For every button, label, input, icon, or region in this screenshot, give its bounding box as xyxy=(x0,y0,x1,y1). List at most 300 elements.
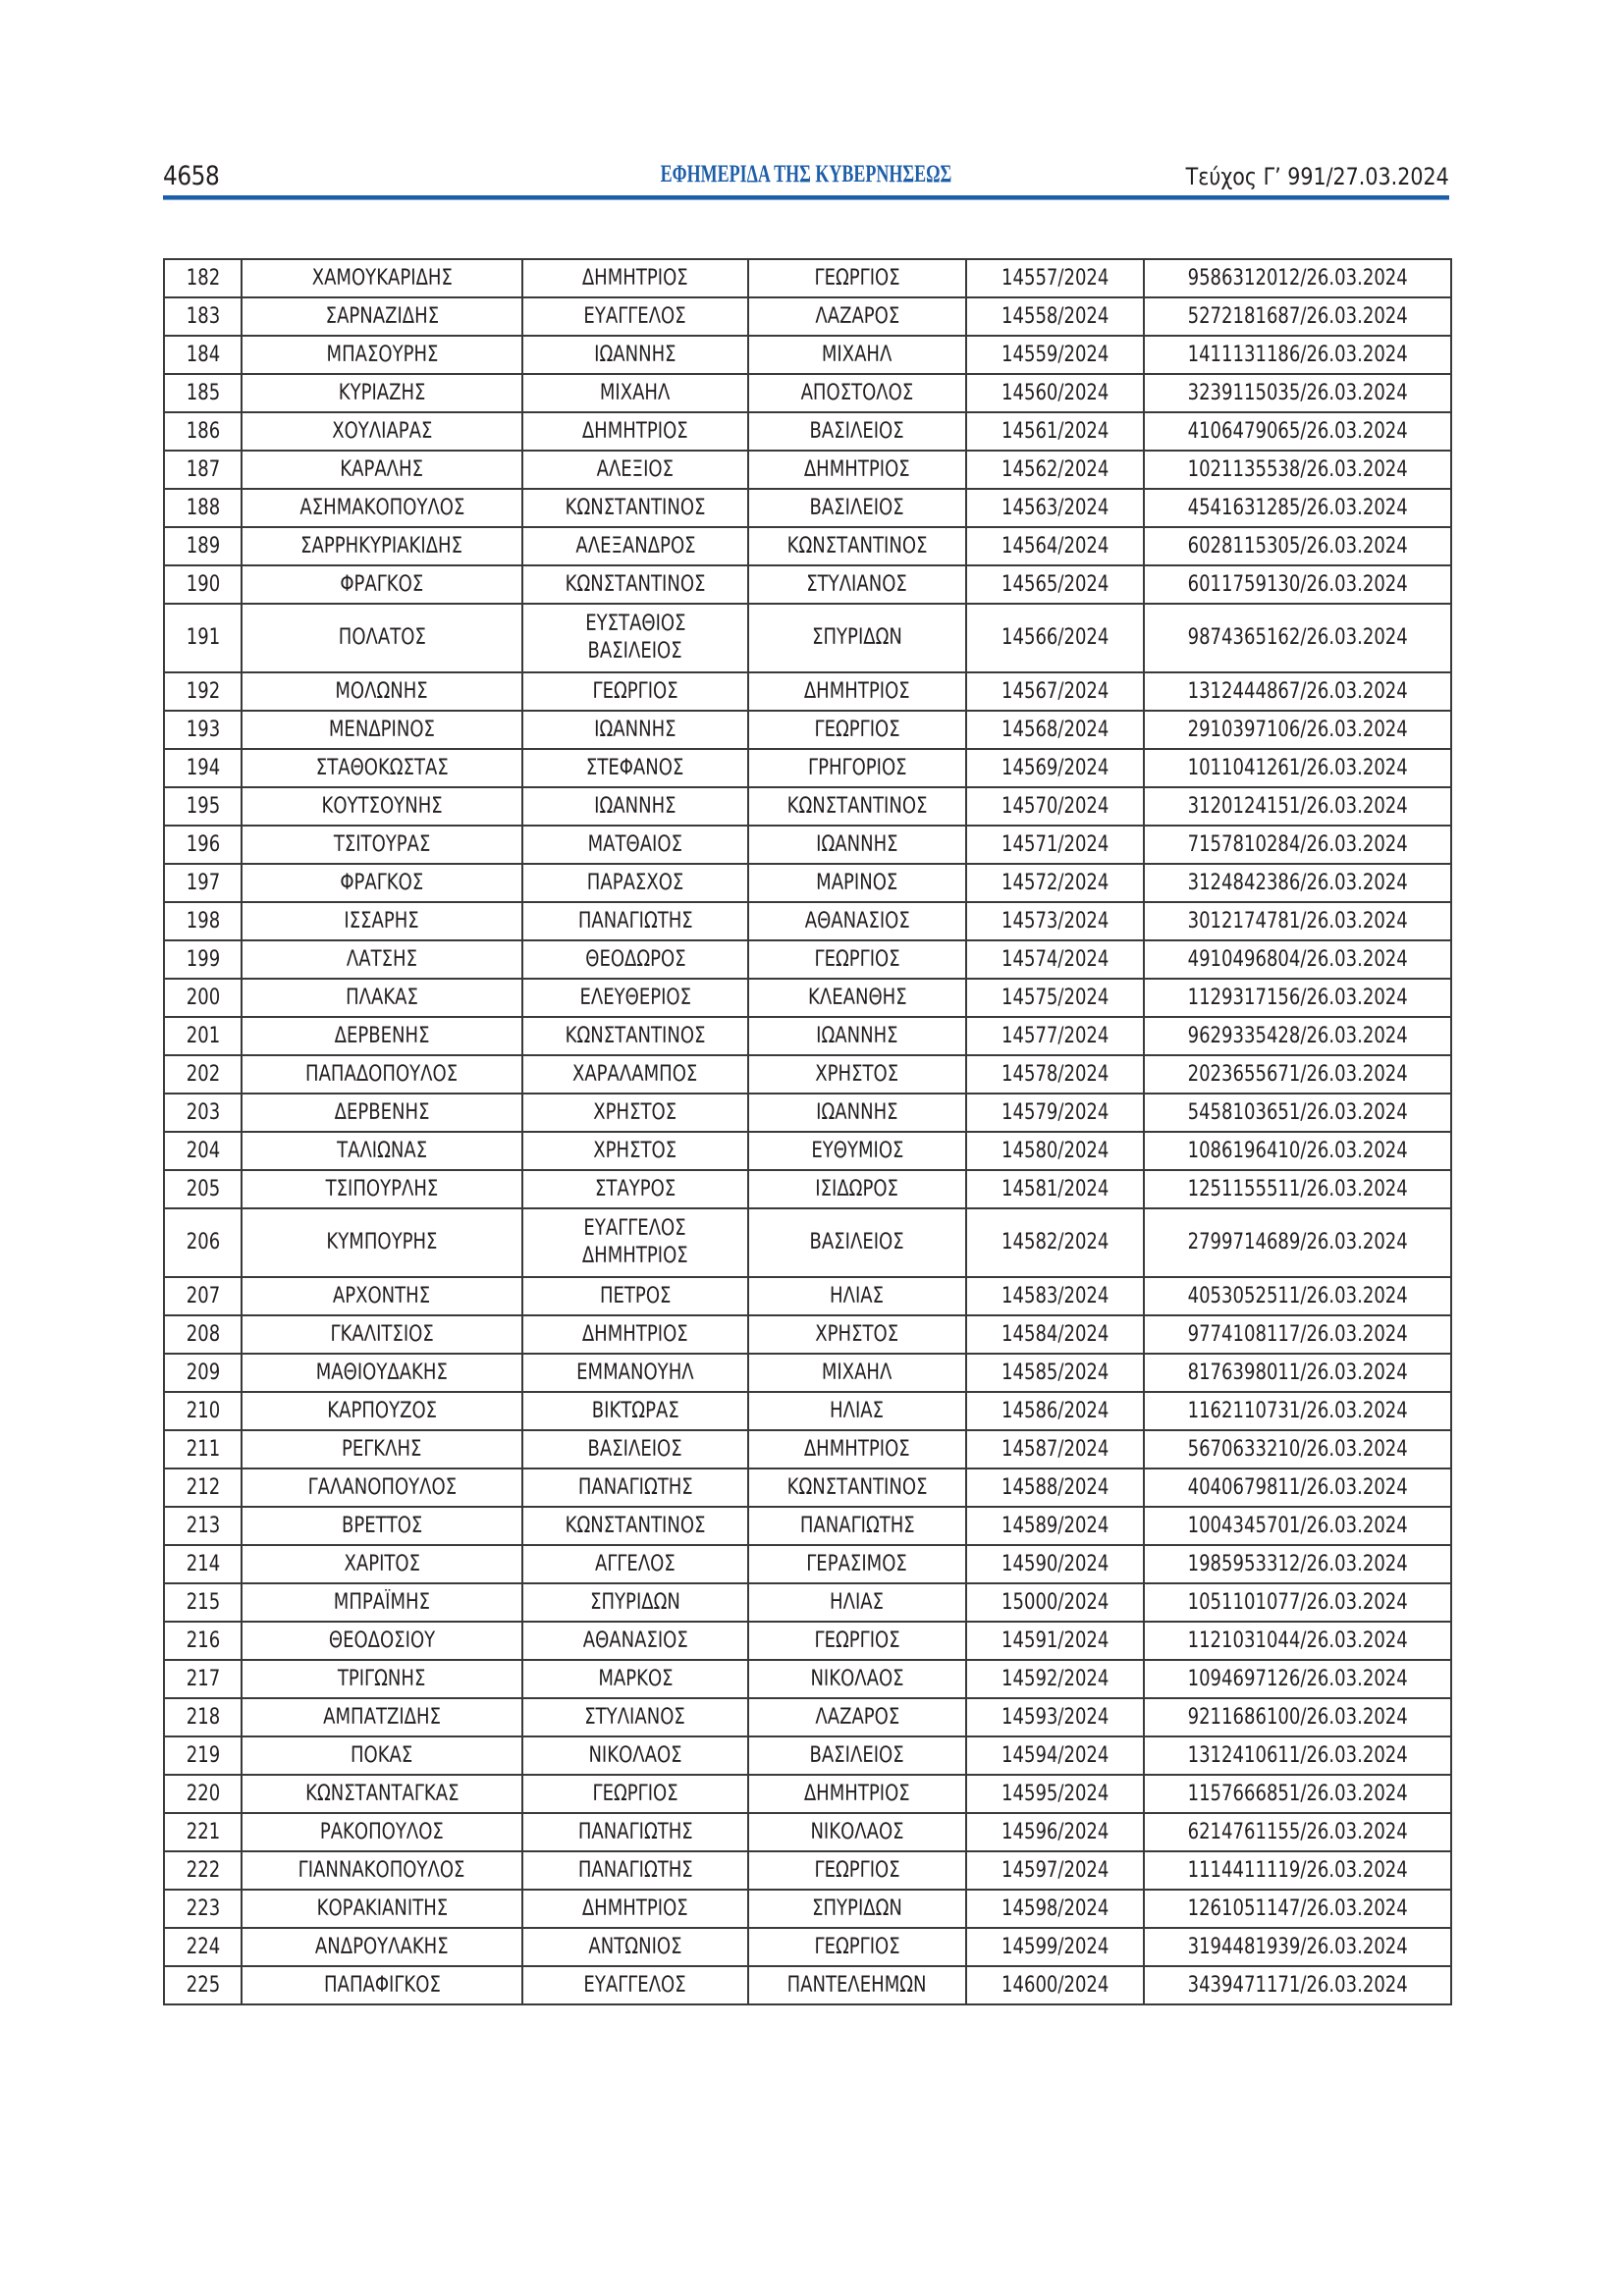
first-name: ΑΛΕΞΑΝΔΡΟΣ xyxy=(574,533,696,559)
father-name: ΗΛΙΑΣ xyxy=(830,1398,885,1423)
receipt-number-cell xyxy=(1144,1055,1451,1094)
protocol-number: 14564/2024 xyxy=(1001,533,1109,559)
receipt-number: 1114411119/26.03.2024 xyxy=(1187,1857,1408,1883)
row-number-cell xyxy=(164,1277,242,1315)
row-number: 183 xyxy=(186,303,220,329)
row-number: 193 xyxy=(186,717,220,742)
protocol-number-cell xyxy=(966,1851,1144,1890)
protocol-number-cell xyxy=(966,1208,1144,1277)
protocol-number: 14599/2024 xyxy=(1001,1934,1109,1959)
receipt-number-cell xyxy=(1144,749,1451,787)
receipt-number: 5458103651/26.03.2024 xyxy=(1187,1099,1408,1125)
table-row xyxy=(164,451,1451,489)
first-name-cell xyxy=(522,826,748,864)
receipt-number-cell xyxy=(1144,527,1451,565)
father-name-cell xyxy=(748,1928,966,1966)
table-row xyxy=(164,1315,1451,1354)
father-name-cell xyxy=(748,1392,966,1430)
first-name: ΜΑΤΘΑΙΟΣ xyxy=(587,831,683,857)
first-name-cell xyxy=(522,1354,748,1392)
surname: ΜΠΡΑΪΜΗΣ xyxy=(333,1589,431,1615)
protocol-number-cell xyxy=(966,527,1144,565)
protocol-number: 14584/2024 xyxy=(1001,1321,1109,1347)
row-number: 184 xyxy=(186,342,220,367)
row-number-cell xyxy=(164,489,242,527)
surname-cell xyxy=(242,1430,522,1468)
surname-cell xyxy=(242,527,522,565)
first-name-cell xyxy=(522,1698,748,1736)
surname-cell xyxy=(242,902,522,940)
table-row xyxy=(164,1583,1451,1622)
surname: ΤΣΙΤΟΥΡΑΣ xyxy=(333,831,431,857)
row-number-cell xyxy=(164,1507,242,1545)
surname: ΓΙΑΝΝΑΚΟΠΟΥΛΟΣ xyxy=(298,1857,465,1883)
row-number: 211 xyxy=(186,1436,220,1462)
protocol-number-cell xyxy=(966,1132,1144,1170)
protocol-number: 14571/2024 xyxy=(1001,831,1109,857)
father-name: ΚΩΝΣΤΑΝΤΙΝΟΣ xyxy=(786,793,928,819)
protocol-number: 14579/2024 xyxy=(1001,1099,1109,1125)
surname: ΠΟΛΑΤΟΣ xyxy=(338,625,426,650)
protocol-number-cell xyxy=(966,672,1144,711)
table-row xyxy=(164,1277,1451,1315)
protocol-number-cell xyxy=(966,1775,1144,1813)
row-number-cell xyxy=(164,1775,242,1813)
first-name: ΑΝΤΩΝΙΟΣ xyxy=(588,1934,682,1959)
father-name-cell xyxy=(748,864,966,902)
protocol-number: 14575/2024 xyxy=(1001,985,1109,1010)
father-name-cell xyxy=(748,672,966,711)
row-number-cell xyxy=(164,374,242,412)
receipt-number: 9629335428/26.03.2024 xyxy=(1187,1023,1408,1048)
row-number: 185 xyxy=(186,380,220,405)
first-name: ΧΡΗΣΤΟΣ xyxy=(593,1138,677,1163)
row-number: 194 xyxy=(186,755,220,780)
protocol-number: 14567/2024 xyxy=(1001,678,1109,704)
first-name-cell xyxy=(522,1170,748,1208)
receipt-number-cell xyxy=(1144,826,1451,864)
father-name: ΙΩΑΝΝΗΣ xyxy=(816,1099,898,1125)
row-number-cell xyxy=(164,1966,242,2004)
surname-cell xyxy=(242,1055,522,1094)
receipt-number-cell xyxy=(1144,604,1451,672)
surname-cell xyxy=(242,1277,522,1315)
protocol-number-cell xyxy=(966,1660,1144,1698)
receipt-number-cell xyxy=(1144,297,1451,336)
row-number-cell xyxy=(164,336,242,374)
father-name: ΚΩΝΣΤΑΝΤΙΝΟΣ xyxy=(786,1474,928,1500)
receipt-number: 1021135538/26.03.2024 xyxy=(1187,456,1408,482)
first-name: ΕΥΑΓΓΕΛΟΣ xyxy=(583,1972,687,1998)
surname: ΚΩΝΣΤΑΝΤΑΓΚΑΣ xyxy=(304,1781,460,1806)
protocol-number: 14590/2024 xyxy=(1001,1551,1109,1576)
first-name: ΒΙΚΤΩΡΑΣ xyxy=(591,1398,679,1423)
father-name-cell xyxy=(748,1736,966,1775)
father-name-cell xyxy=(748,1890,966,1928)
surname-cell xyxy=(242,1208,522,1277)
row-number: 187 xyxy=(186,456,220,482)
father-name-cell xyxy=(748,1055,966,1094)
surname-cell xyxy=(242,565,522,604)
table-row xyxy=(164,297,1451,336)
receipt-number: 3239115035/26.03.2024 xyxy=(1187,380,1408,405)
protocol-number: 14578/2024 xyxy=(1001,1061,1109,1087)
row-number: 200 xyxy=(186,985,220,1010)
table-row xyxy=(164,1094,1451,1132)
surname-cell xyxy=(242,1622,522,1660)
receipt-number-cell xyxy=(1144,1017,1451,1055)
row-number: 192 xyxy=(186,678,220,704)
row-number: 191 xyxy=(186,625,220,650)
table-row xyxy=(164,787,1451,826)
receipt-number: 1011041261/26.03.2024 xyxy=(1187,755,1408,780)
surname: ΑΜΠΑΤΖΙΔΗΣ xyxy=(323,1704,441,1730)
row-number-cell xyxy=(164,902,242,940)
receipt-number: 4106479065/26.03.2024 xyxy=(1187,418,1408,444)
first-name: ΕΜΜΑΝΟΥΗΛ xyxy=(576,1360,694,1385)
row-number-cell xyxy=(164,1736,242,1775)
first-name: ΚΩΝΣΤΑΝΤΙΝΟΣ xyxy=(565,1023,706,1048)
row-number: 216 xyxy=(186,1628,220,1653)
first-name: ΠΑΝΑΓΙΩΤΗΣ xyxy=(577,1819,693,1844)
table-row xyxy=(164,1055,1451,1094)
row-number-cell xyxy=(164,979,242,1017)
receipt-number: 6011759130/26.03.2024 xyxy=(1187,571,1408,597)
protocol-number-cell xyxy=(966,1622,1144,1660)
father-name: ΓΕΩΡΓΙΟΣ xyxy=(814,1628,900,1653)
receipt-number-cell xyxy=(1144,711,1451,749)
row-number: 204 xyxy=(186,1138,220,1163)
row-number-cell xyxy=(164,940,242,979)
surname-cell xyxy=(242,1545,522,1583)
receipt-number-cell xyxy=(1144,451,1451,489)
protocol-number-cell xyxy=(966,1170,1144,1208)
father-name: ΒΑΣΙΛΕΙΟΣ xyxy=(809,1742,905,1768)
father-name-cell xyxy=(748,1315,966,1354)
surname-cell xyxy=(242,1132,522,1170)
surname-cell xyxy=(242,1851,522,1890)
father-name: ΚΛΕΑΝΘΗΣ xyxy=(807,985,907,1010)
protocol-number: 14570/2024 xyxy=(1001,793,1109,819)
father-name: ΠΑΝΑΓΙΩΤΗΣ xyxy=(799,1513,915,1538)
first-name-cell xyxy=(522,1736,748,1775)
protocol-number-cell xyxy=(966,374,1144,412)
row-number: 218 xyxy=(186,1704,220,1730)
surname: ΣΤΑΘΟΚΩΣΤΑΣ xyxy=(315,755,449,780)
surname: ΧΑΜΟΥΚΑΡΙΔΗΣ xyxy=(311,265,453,291)
row-number-cell xyxy=(164,451,242,489)
protocol-number: 14581/2024 xyxy=(1001,1176,1109,1201)
protocol-number-cell xyxy=(966,787,1144,826)
surname: ΚΥΡΙΑΖΗΣ xyxy=(338,380,426,405)
row-number: 190 xyxy=(186,571,220,597)
row-number-cell xyxy=(164,1017,242,1055)
row-number-cell xyxy=(164,1468,242,1507)
surname: ΠΑΠΑΔΟΠΟΥΛΟΣ xyxy=(305,1061,459,1087)
row-number: 210 xyxy=(186,1398,220,1423)
table-row xyxy=(164,336,1451,374)
father-name: ΔΗΜΗΤΡΙΟΣ xyxy=(804,1781,910,1806)
row-number-cell xyxy=(164,1430,242,1468)
receipt-number: 1312444867/26.03.2024 xyxy=(1187,678,1408,704)
header-divider xyxy=(163,195,1449,200)
receipt-number-cell xyxy=(1144,259,1451,297)
receipt-number: 9874365162/26.03.2024 xyxy=(1187,625,1408,650)
protocol-number-cell xyxy=(966,604,1144,672)
receipt-number: 3012174781/26.03.2024 xyxy=(1187,908,1408,934)
protocol-number-cell xyxy=(966,1392,1144,1430)
first-name: ΙΩΑΝΝΗΣ xyxy=(594,717,676,742)
surname-cell xyxy=(242,1354,522,1392)
protocol-number: 14572/2024 xyxy=(1001,870,1109,895)
first-name-cell xyxy=(522,672,748,711)
table-row xyxy=(164,1208,1451,1277)
receipt-number-cell xyxy=(1144,787,1451,826)
first-name-cell xyxy=(522,565,748,604)
father-name-cell xyxy=(748,259,966,297)
surname-cell xyxy=(242,1315,522,1354)
row-number-cell xyxy=(164,672,242,711)
first-name: ΚΩΝΣΤΑΝΤΙΝΟΣ xyxy=(565,571,706,597)
receipt-number-cell xyxy=(1144,1660,1451,1698)
first-name: ΘΕΟΔΩΡΟΣ xyxy=(584,946,686,972)
first-name-cell xyxy=(522,604,748,672)
row-number: 186 xyxy=(186,418,220,444)
first-name: ΓΕΩΡΓΙΟΣ xyxy=(592,678,678,704)
row-number-cell xyxy=(164,787,242,826)
first-name: ΕΥΑΓΓΕΛΟΣ xyxy=(583,303,687,329)
row-number: 212 xyxy=(186,1474,220,1500)
first-name-cell xyxy=(522,1545,748,1583)
father-name-cell xyxy=(748,1354,966,1392)
row-number-cell xyxy=(164,711,242,749)
row-number: 225 xyxy=(186,1972,220,1998)
first-name-cell xyxy=(522,902,748,940)
surname-cell xyxy=(242,672,522,711)
surname: ΘΕΟΔΟΣΙΟΥ xyxy=(328,1628,436,1653)
first-name: ΔΗΜΗΤΡΙΟΣ xyxy=(582,265,688,291)
receipt-number: 1162110731/26.03.2024 xyxy=(1187,1398,1408,1423)
father-name-cell xyxy=(748,527,966,565)
receipt-number: 3439471171/26.03.2024 xyxy=(1187,1972,1408,1998)
first-name-cell xyxy=(522,1468,748,1507)
receipt-number-cell xyxy=(1144,1392,1451,1430)
surname: ΜΕΝΔΡΙΝΟΣ xyxy=(328,717,436,742)
receipt-number: 3120124151/26.03.2024 xyxy=(1187,793,1408,819)
protocol-number: 14600/2024 xyxy=(1001,1972,1109,1998)
protocol-number-cell xyxy=(966,1094,1144,1132)
father-name-cell xyxy=(748,1660,966,1698)
surname: ΙΣΣΑΡΗΣ xyxy=(344,908,420,934)
surname-cell xyxy=(242,711,522,749)
surname-cell xyxy=(242,1890,522,1928)
row-number: 189 xyxy=(186,533,220,559)
receipt-number-cell xyxy=(1144,565,1451,604)
row-number: 224 xyxy=(186,1934,220,1959)
table-row xyxy=(164,864,1451,902)
protocol-number-cell xyxy=(966,864,1144,902)
father-name-cell xyxy=(748,1775,966,1813)
table-row xyxy=(164,1928,1451,1966)
receipt-number-cell xyxy=(1144,864,1451,902)
protocol-number: 14588/2024 xyxy=(1001,1474,1109,1500)
row-number-cell xyxy=(164,1094,242,1132)
surname: ΧΑΡΙΤΟΣ xyxy=(344,1551,420,1576)
first-name: ΠΕΤΡΟΣ xyxy=(599,1283,672,1308)
father-name-cell xyxy=(748,374,966,412)
receipt-number: 1051101077/26.03.2024 xyxy=(1187,1589,1408,1615)
row-number: 201 xyxy=(186,1023,220,1048)
receipt-number-cell xyxy=(1144,1170,1451,1208)
receipt-number-cell xyxy=(1144,940,1451,979)
father-name-cell xyxy=(748,336,966,374)
table-row xyxy=(164,1468,1451,1507)
receipt-number-cell xyxy=(1144,1507,1451,1545)
receipt-number-cell xyxy=(1144,1354,1451,1392)
surname-cell xyxy=(242,259,522,297)
father-name: ΗΛΙΑΣ xyxy=(830,1589,885,1615)
table-row xyxy=(164,1354,1451,1392)
surname-cell xyxy=(242,489,522,527)
row-number-cell xyxy=(164,1622,242,1660)
first-name-cell xyxy=(522,1430,748,1468)
receipt-number: 3194481939/26.03.2024 xyxy=(1187,1934,1408,1959)
receipt-number-cell xyxy=(1144,336,1451,374)
protocol-number-cell xyxy=(966,1430,1144,1468)
protocol-number-cell xyxy=(966,826,1144,864)
first-name: ΔΗΜΗΤΡΙΟΣ xyxy=(582,1896,688,1921)
receipt-number: 1261051147/26.03.2024 xyxy=(1187,1896,1408,1921)
father-name-cell xyxy=(748,565,966,604)
first-name-cell xyxy=(522,1851,748,1890)
table-row xyxy=(164,259,1451,297)
first-name: ΧΑΡΑΛΑΜΠΟΣ xyxy=(572,1061,698,1087)
first-name-line-1: ΕΥΣΤΑΘΙΟΣ xyxy=(584,612,686,636)
receipt-number: 2910397106/26.03.2024 xyxy=(1187,717,1408,742)
receipt-number-cell xyxy=(1144,979,1451,1017)
receipt-number: 8176398011/26.03.2024 xyxy=(1187,1360,1408,1385)
father-name: ΓΕΩΡΓΙΟΣ xyxy=(814,946,900,972)
father-name: ΒΑΣΙΛΕΙΟΣ xyxy=(809,495,905,520)
surname-cell xyxy=(242,1094,522,1132)
protocol-number: 14585/2024 xyxy=(1001,1360,1109,1385)
first-name: ΚΩΝΣΤΑΝΤΙΝΟΣ xyxy=(565,1513,706,1538)
surname-cell xyxy=(242,749,522,787)
protocol-number-cell xyxy=(966,259,1144,297)
father-name-cell xyxy=(748,1545,966,1583)
table-row xyxy=(164,902,1451,940)
first-name-cell xyxy=(522,1094,748,1132)
father-name: ΔΗΜΗΤΡΙΟΣ xyxy=(804,456,910,482)
receipt-number: 1411131186/26.03.2024 xyxy=(1187,342,1408,367)
first-name: ΠΑΝΑΓΙΩΤΗΣ xyxy=(577,1857,693,1883)
first-name-cell xyxy=(522,1583,748,1622)
table-row xyxy=(164,1813,1451,1851)
first-name: ΣΤΑΥΡΟΣ xyxy=(594,1176,676,1201)
row-number: 202 xyxy=(186,1061,220,1087)
first-name-cell xyxy=(522,1277,748,1315)
surname: ΤΡΙΓΩΝΗΣ xyxy=(338,1666,426,1691)
father-name: ΓΕΩΡΓΙΟΣ xyxy=(814,265,900,291)
protocol-number: 14592/2024 xyxy=(1001,1666,1109,1691)
row-number-cell xyxy=(164,1583,242,1622)
surname: ΒΡΕΤΤΟΣ xyxy=(341,1513,423,1538)
protocol-number-cell xyxy=(966,1277,1144,1315)
protocol-number: 14580/2024 xyxy=(1001,1138,1109,1163)
surname-cell xyxy=(242,1966,522,2004)
surname-cell xyxy=(242,374,522,412)
father-name: ΙΩΑΝΝΗΣ xyxy=(816,1023,898,1048)
surname: ΣΑΡΡΗΚΥΡΙΑΚΙΔΗΣ xyxy=(300,533,463,559)
first-name-cell xyxy=(522,749,748,787)
receipt-number-cell xyxy=(1144,1736,1451,1775)
father-name-cell xyxy=(748,451,966,489)
surname-cell xyxy=(242,1583,522,1622)
receipt-number: 2799714689/26.03.2024 xyxy=(1187,1230,1408,1255)
row-number-cell xyxy=(164,1813,242,1851)
receipt-number-cell xyxy=(1144,1208,1451,1277)
receipt-number: 1157666851/26.03.2024 xyxy=(1187,1781,1408,1806)
father-name: ΜΙΧΑΗΛ xyxy=(822,342,893,367)
protocol-number-cell xyxy=(966,1583,1144,1622)
receipt-number: 4541631285/26.03.2024 xyxy=(1187,495,1408,520)
row-number: 197 xyxy=(186,870,220,895)
protocol-number-cell xyxy=(966,412,1144,451)
father-name-cell xyxy=(748,826,966,864)
surname-cell xyxy=(242,787,522,826)
surname: ΑΡΧΟΝΤΗΣ xyxy=(333,1283,431,1308)
father-name-cell xyxy=(748,1170,966,1208)
father-name: ΓΡΗΓΟΡΙΟΣ xyxy=(807,755,907,780)
father-name: ΜΙΧΑΗΛ xyxy=(822,1360,893,1385)
protocol-number: 14583/2024 xyxy=(1001,1283,1109,1308)
row-number-cell xyxy=(164,1545,242,1583)
row-number: 188 xyxy=(186,495,220,520)
father-name-cell xyxy=(748,1966,966,2004)
table-row xyxy=(164,749,1451,787)
first-name-cell xyxy=(522,1966,748,2004)
row-number-cell xyxy=(164,1890,242,1928)
receipt-number-cell xyxy=(1144,489,1451,527)
father-name-cell xyxy=(748,711,966,749)
protocol-number: 14594/2024 xyxy=(1001,1742,1109,1768)
father-name-cell xyxy=(748,787,966,826)
first-name-cell xyxy=(522,527,748,565)
protocol-number: 14563/2024 xyxy=(1001,495,1109,520)
row-number-cell xyxy=(164,1392,242,1430)
father-name-cell xyxy=(748,412,966,451)
first-name-cell xyxy=(522,1775,748,1813)
first-name: ΕΛΕΥΘΕΡΙΟΣ xyxy=(579,985,691,1010)
first-name: ΣΤΥΛΙΑΝΟΣ xyxy=(584,1704,686,1730)
table-row xyxy=(164,1698,1451,1736)
protocol-number: 14593/2024 xyxy=(1001,1704,1109,1730)
receipt-number: 7157810284/26.03.2024 xyxy=(1187,831,1408,857)
first-name: ΒΑΣΙΛΕΙΟΣ xyxy=(587,1436,683,1462)
father-name-cell xyxy=(748,979,966,1017)
table-row xyxy=(164,1736,1451,1775)
father-name-cell xyxy=(748,1094,966,1132)
surname: ΓΑΛΑΝΟΠΟΥΛΟΣ xyxy=(307,1474,457,1500)
protocol-number: 14587/2024 xyxy=(1001,1436,1109,1462)
father-name: ΓΕΩΡΓΙΟΣ xyxy=(814,1857,900,1883)
surname-cell xyxy=(242,604,522,672)
protocol-number-cell xyxy=(966,1736,1144,1775)
receipt-number-cell xyxy=(1144,1468,1451,1507)
row-number: 195 xyxy=(186,793,220,819)
table-row xyxy=(164,412,1451,451)
surname: ΓΚΑΛΙΤΣΙΟΣ xyxy=(330,1321,434,1347)
